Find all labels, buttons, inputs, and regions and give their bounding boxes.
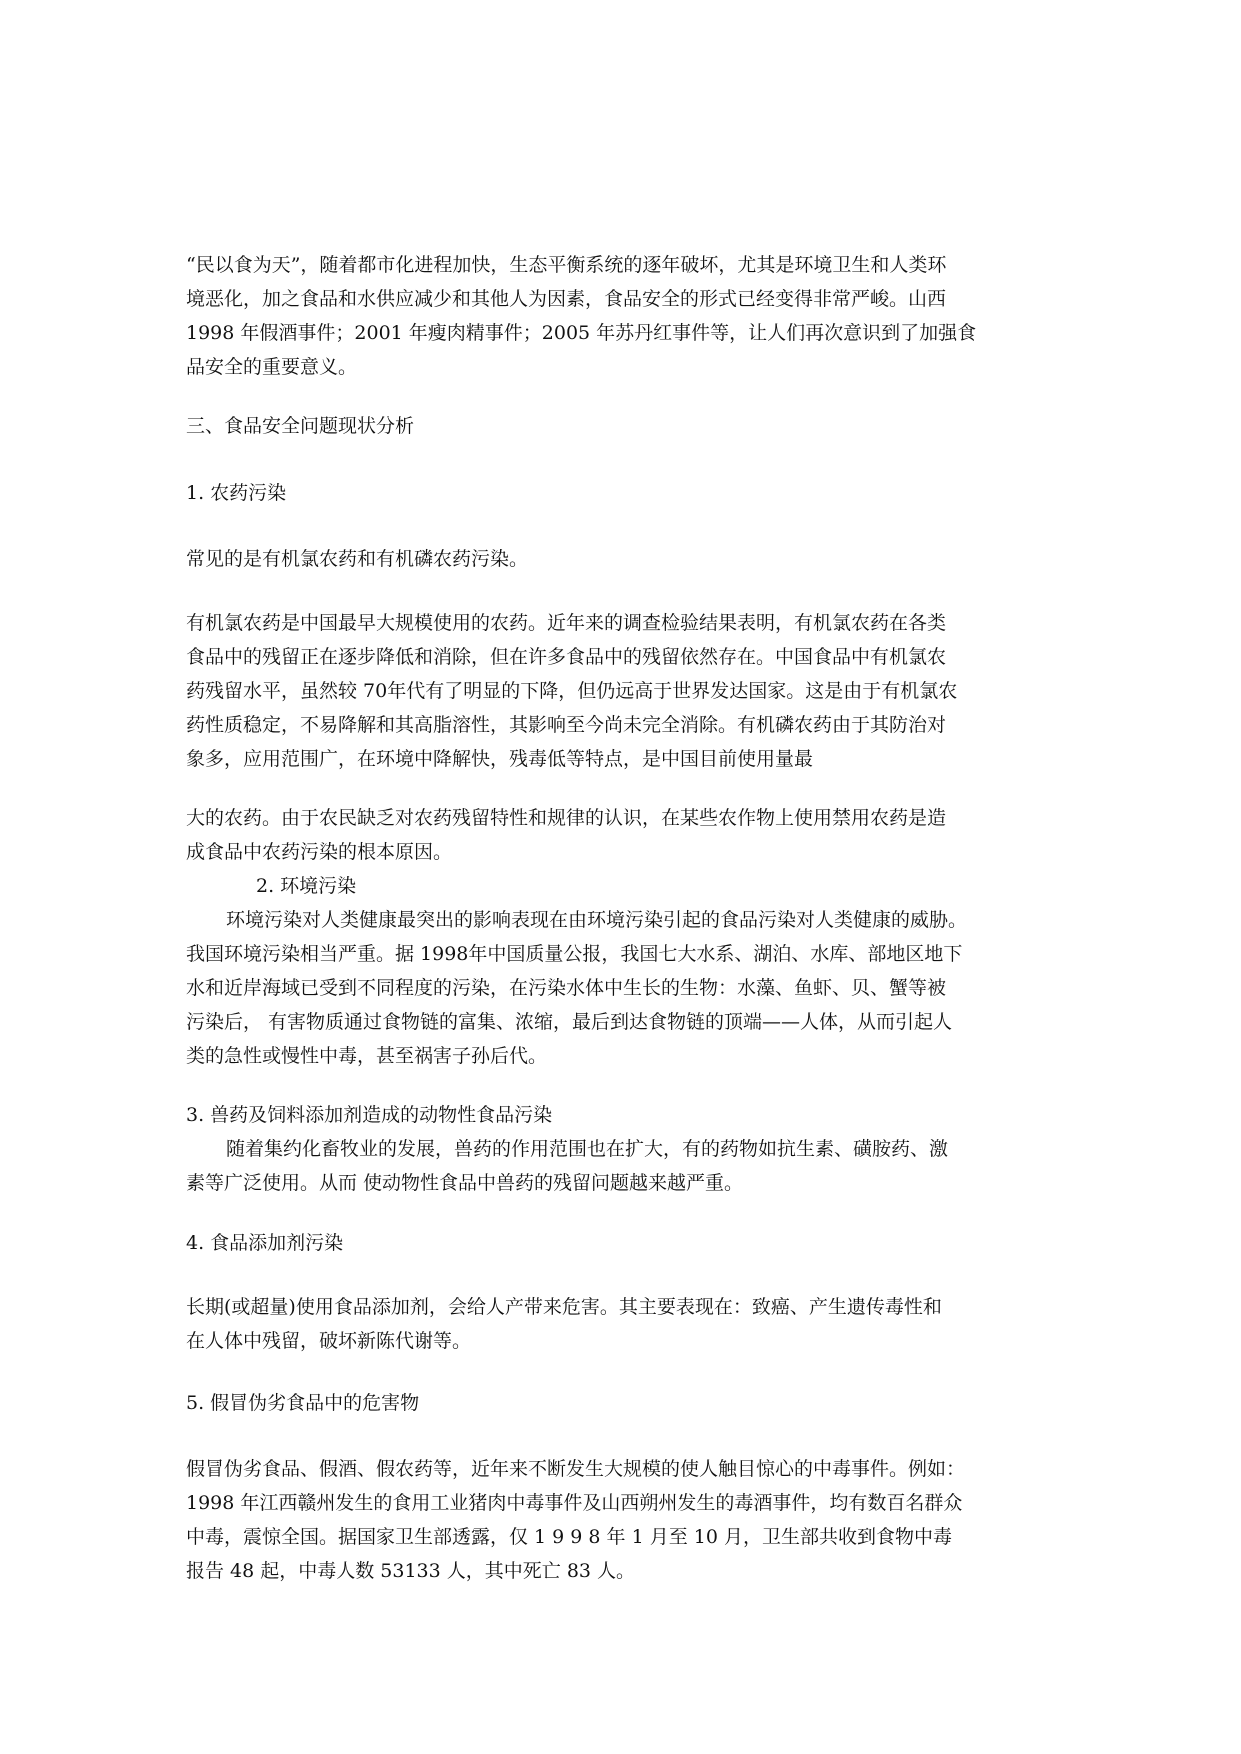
subheading-text: 4. 食品添加剂污染	[186, 1232, 344, 1254]
subheading-1	[186, 476, 1066, 510]
subheading-4	[186, 1226, 1066, 1260]
text-line: 中毒，震惊全国。据国家卫生部透露，仅 1 9 9 8 年 1 月至 10 月，卫生部共收到食物中毒	[186, 1526, 952, 1548]
text-line: 类的急性或慢性中毒，甚至祸害子孙后代。	[186, 1045, 548, 1067]
text-line: 有机氯农药是中国最早大规模使用的农药。近年来的调查检验结果表明，有机氯农药在各类	[186, 612, 947, 634]
intro-paragraph	[186, 248, 1066, 384]
text-line: 常见的是有机氯农药和有机磷农药污染。	[186, 548, 529, 570]
text-line: 环境污染对人类健康最突出的影响表现在由环境污染引起的食品污染对人类健康的威胁。	[226, 909, 968, 931]
text-line: 我国环境污染相当严重。据 1998年中国质量公报，我国七大水系、湖泊、水库、部地区地下	[186, 943, 963, 965]
text-line: 1998 年江西赣州发生的食用工业猪肉中毒事件及山西朔州发生的毒酒事件，均有数百名群众	[186, 1492, 963, 1514]
text-line: 药残留水平，虽然较 70年代有了明显的下降，但仍远高于世界发达国家。这是由于有机氯农	[186, 680, 958, 702]
paragraph-4	[186, 1290, 1066, 1358]
text-line: “民以食为天”，随着都市化进程加快，生态平衡系统的逐年破坏，尤其是环境卫生和人类环	[186, 254, 947, 276]
section-3	[186, 1098, 1066, 1200]
section-title: 三、食品安全问题现状分析	[186, 415, 415, 437]
text-line: 1998 年假酒事件；2001 年瘦肉精事件；2005 年苏丹红事件等，让人们再次意识到了加强食	[186, 322, 977, 344]
text-line: 假冒伪劣食品、假酒、假农药等，近年来不断发生大规模的使人触目惊心的中毒事件。例如：	[186, 1458, 966, 1480]
text-line: 境恶化，加之食品和水供应减少和其他人为因素，食品安全的形式已经变得非常严峻。山西	[186, 288, 947, 310]
subheading-text: 1. 农药污染	[186, 482, 287, 504]
text-line: 报告 48 起，中毒人数 53133 人，其中死亡 83 人。	[186, 1560, 636, 1582]
text-line: 水和近岸海域已受到不同程度的污染，在污染水体中生长的生物：水藻、鱼虾、贝、蟹等被	[186, 977, 947, 999]
paragraph-5	[186, 1452, 1066, 1588]
paragraph-1-intro	[186, 542, 1066, 576]
subheading-text: 5. 假冒伪劣食品中的危害物	[186, 1392, 420, 1414]
paragraph-1-body	[186, 606, 1066, 776]
section-heading	[186, 409, 1066, 443]
text-line: 品安全的重要意义。	[186, 356, 358, 378]
subheading-5	[186, 1386, 1066, 1420]
text-line: 长期(或超量)使用食品添加剂，会给人产带来危害。其主要表现在：致癌、产生遗传毒性和	[186, 1296, 942, 1318]
text-line: 食品中的残留正在逐步降低和消除，但在许多食品中的残留依然存在。中国食品中有机氯农	[186, 646, 947, 668]
text-line: 随着集约化畜牧业的发展，兽药的作用范围也在扩大，有的药物如抗生素、磺胺药、激	[226, 1138, 949, 1160]
subheading-3: 3. 兽药及饲料添加剂造成的动物性食品污染	[186, 1104, 553, 1126]
text-line: 污染后， 有害物质通过食物链的富集、浓缩，最后到达食物链的顶端——人体，从而引起人	[186, 1011, 953, 1033]
text-line: 药性质稳定，不易降解和其高脂溶性，其影响至今尚未完全消除。有机磷农药由于其防治对	[186, 714, 947, 736]
paragraph-1-continued	[186, 801, 1066, 1073]
text-line: 大的农药。由于农民缺乏对农药残留特性和规律的认识，在某些农作物上使用禁用农药是造	[186, 807, 947, 829]
text-line: 象多，应用范围广，在环境中降解快，残毒低等特点，是中国目前使用量最	[186, 748, 814, 770]
text-line: 成食品中农药污染的根本原因。	[186, 841, 453, 863]
subheading-2: 2. 环境污染	[256, 875, 357, 897]
text-line: 在人体中残留，破坏新陈代谢等。	[186, 1330, 472, 1352]
text-line: 素等广泛使用。从而 使动物性食品中兽药的残留问题越来越严重。	[186, 1172, 744, 1194]
